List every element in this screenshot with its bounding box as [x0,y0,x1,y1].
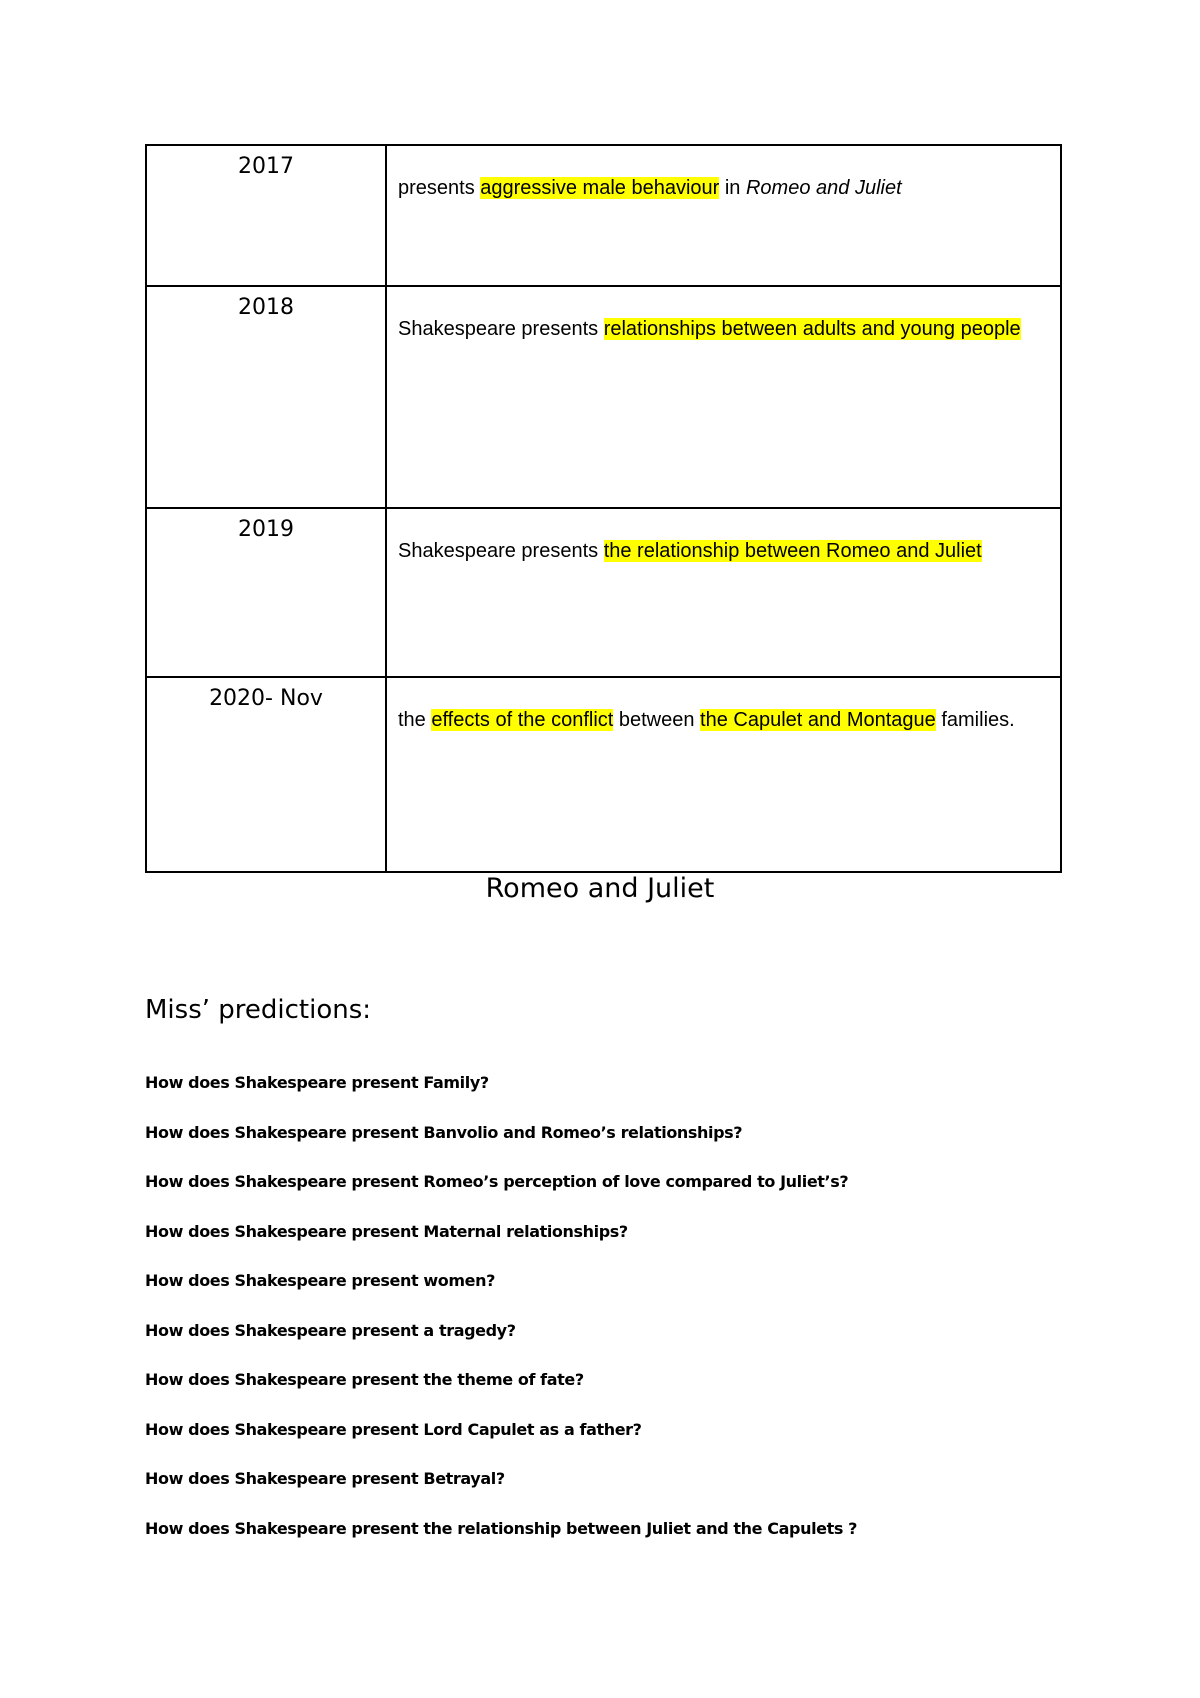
document-title: Romeo and Juliet [485,873,715,904]
table-row [146,508,1061,677]
year-cell: 2020- Nov [146,677,386,872]
question-cell [386,145,1061,286]
list-item: How does Shakespeare present Romeo’s perception of love compared to Juliet’s? [145,1172,849,1191]
list-item: How does Shakespeare present Maternal relationships? [145,1221,628,1241]
year-cell: 2017 [146,145,386,286]
list-item: How does Shakespeare present women? [145,1271,495,1290]
question-text: Shakespeare presents [398,318,604,340]
list-item: How does Shakespeare present the theme of fate? [145,1370,584,1389]
highlighted-text: the Capulet and Montague [700,709,936,731]
list-item: How does Shakespeare present Family? [145,1073,489,1092]
highlighted-text: the relationship between Romeo and Juliet [603,540,982,562]
italic-text: Romeo and Juliet [745,177,902,199]
question-text: presents [398,177,481,199]
exam-questions-table [145,144,1062,873]
question-text: between [613,709,701,731]
list-item: How does Shakespeare present Lord Capulet as a father? [145,1419,642,1439]
highlighted-text: effects of the conflict [431,709,614,731]
question-cell [386,286,1061,508]
question-text: families. [935,709,1015,731]
table-row [146,145,1061,286]
list-item: How does Shakespeare present Betrayal? [145,1469,505,1488]
list-item: How does Shakespeare present the relationship between Juliet and the Capulets ? [145,1518,858,1538]
question-text: Shakespeare presents [398,540,604,562]
predictions-heading: Miss’ predictions: [145,995,372,1025]
table-row [146,677,1061,872]
list-item: How does Shakespeare present Banvolio and Romeo’s relationships? [145,1122,743,1142]
highlighted-text: relationships between adults and young people [603,318,1021,340]
predictions-list [145,1072,857,1567]
question-text: the [398,709,432,731]
list-item: How does Shakespeare present a tragedy? [145,1320,516,1340]
year-cell: 2019 [146,508,386,677]
question-cell [386,508,1061,677]
table-row [146,286,1061,508]
year-cell: 2018 [146,286,386,508]
question-cell [386,677,1061,872]
highlighted-text: aggressive male behaviour [480,177,720,199]
question-text: in [719,177,746,199]
